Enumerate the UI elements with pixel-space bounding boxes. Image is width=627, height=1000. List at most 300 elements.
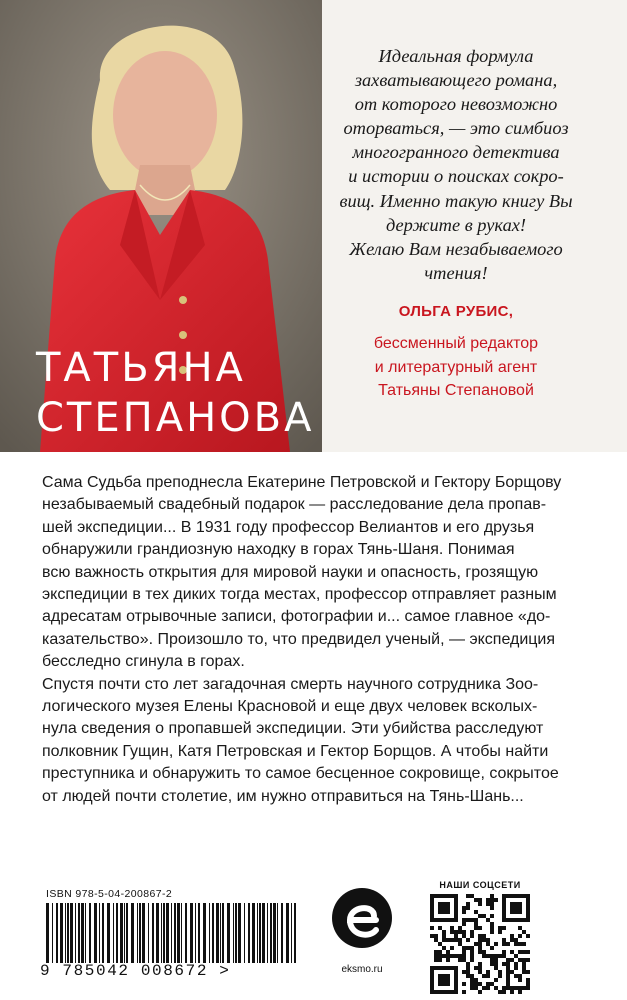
qr-module: [434, 938, 438, 942]
qr-module: [518, 990, 522, 994]
qr-module: [526, 894, 530, 898]
qr-module: [514, 942, 518, 946]
qr-module: [486, 942, 490, 946]
qr-module: [510, 970, 514, 974]
barcode-bar: [126, 903, 128, 963]
qr-module: [478, 982, 482, 986]
qr-module: [430, 982, 434, 986]
annotation-line: нула сведения о пропавшей экспедиции. Эти убийства расследуют: [42, 720, 544, 738]
qr-module: [454, 930, 458, 934]
qr-module: [446, 906, 450, 910]
barcode-bar: [75, 903, 76, 963]
qr-module: [466, 966, 470, 970]
barcode-bar: [220, 903, 221, 963]
qr-module: [458, 930, 462, 934]
qr-module: [434, 958, 438, 962]
annotation-line: бесследно сгинула в горах.: [42, 653, 245, 671]
qr-module: [522, 942, 526, 946]
qr-module: [466, 946, 470, 950]
quote-signature-name: ОЛЬГА РУБИС,: [398, 303, 514, 320]
qr-module: [442, 978, 446, 982]
qr-module: [454, 906, 458, 910]
barcode-bar: [163, 903, 165, 963]
qr-module: [446, 894, 450, 898]
qr-module: [486, 986, 490, 990]
barcode-bar: [52, 903, 53, 963]
qr-module: [458, 954, 462, 958]
qr-module: [462, 950, 466, 954]
qr-module: [438, 954, 442, 958]
qr-module: [502, 962, 506, 966]
qr-module: [510, 910, 514, 914]
qr-module: [486, 982, 490, 986]
qr-module: [458, 942, 462, 946]
qr-module: [438, 926, 442, 930]
qr-module: [502, 894, 506, 898]
barcode-bar: [174, 903, 176, 963]
barcode-bar: [142, 903, 145, 963]
qr-module: [510, 986, 514, 990]
quote-line: и истории о поисках сокро-: [348, 166, 564, 187]
qr-module: [454, 966, 458, 970]
barcode-bar: [203, 903, 206, 963]
qr-module: [514, 906, 518, 910]
qr-module: [438, 982, 442, 986]
qr-module: [506, 978, 510, 982]
qr-module: [470, 934, 474, 938]
qr-module: [478, 914, 482, 918]
qr-module: [430, 986, 434, 990]
qr-module: [490, 962, 494, 966]
qr-module: [506, 918, 510, 922]
barcode-bar: [46, 903, 49, 963]
barcode-bar: [78, 903, 80, 963]
qr-module: [454, 978, 458, 982]
qr-module: [438, 902, 442, 906]
qr-module: [442, 946, 446, 950]
qr-module: [454, 914, 458, 918]
qr-module: [438, 978, 442, 982]
qr-module: [454, 982, 458, 986]
annotation-line: казательство». Произошло то, что предвидел ученый, — экспедиция: [42, 630, 556, 648]
publisher-site: eksmo.ru: [341, 964, 383, 975]
annotation-line: Спустя почти сто лет загадочная смерть научного сотрудника Зоо-: [42, 675, 539, 693]
qr-module: [506, 962, 510, 966]
qr-module: [438, 974, 442, 978]
qr-module: [430, 978, 434, 982]
barcode-graphic: [44, 903, 302, 963]
qr-module: [522, 950, 526, 954]
qr-module: [526, 910, 530, 914]
qr-module: [470, 986, 474, 990]
barcode-bar: [235, 903, 237, 963]
barcode-bar: [190, 903, 193, 963]
qr-module: [430, 934, 434, 938]
quote-line: оторваться, — это симбиоз: [343, 118, 569, 139]
qr-module: [454, 990, 458, 994]
qr-module: [514, 938, 518, 942]
barcode-bar: [124, 903, 125, 963]
annotation-line: от людей почти столетие, им нужно отправиться на Тянь-Шань...: [42, 787, 524, 805]
qr-module: [526, 934, 530, 938]
qr-module: [470, 894, 474, 898]
qr-module: [518, 958, 522, 962]
qr-module: [430, 970, 434, 974]
annotation-line: Сама Судьба преподнесла Екатерине Петровской и Гектору Борщову: [42, 474, 562, 491]
qr-module: [462, 910, 466, 914]
qr-module: [442, 990, 446, 994]
qr-module: [486, 938, 490, 942]
qr-module: [518, 894, 522, 898]
qr-module: [454, 974, 458, 978]
barcode-bar: [131, 903, 134, 963]
qr-module: [514, 894, 518, 898]
qr-module: [506, 958, 510, 962]
qr-module: [454, 970, 458, 974]
qr-module: [526, 950, 530, 954]
barcode-bar: [148, 903, 149, 963]
qr-module: [446, 954, 450, 958]
quote-line: многогранного детектива: [352, 142, 560, 163]
annotation-line: обнаружили грандиозную находку в горах Тянь-Шаня. Понимая: [42, 541, 515, 559]
qr-module: [446, 974, 450, 978]
qr-module: [526, 982, 530, 986]
barcode-digits: 9 785042 008672 >: [40, 962, 231, 980]
qr-module: [502, 918, 506, 922]
qr-module: [518, 918, 522, 922]
qr-module: [474, 910, 478, 914]
qr-module: [458, 938, 462, 942]
qr-module: [518, 978, 522, 982]
qr-module: [470, 982, 474, 986]
signature-role-line: Татьяны Степановой: [378, 382, 534, 399]
barcode-bar: [102, 903, 104, 963]
qr-module: [510, 958, 514, 962]
qr-module: [470, 954, 474, 958]
qr-module: [502, 902, 506, 906]
qr-module: [442, 902, 446, 906]
qr-module: [514, 966, 518, 970]
qr-module: [466, 962, 470, 966]
qr-module: [450, 946, 454, 950]
barcode-bar: [139, 903, 141, 963]
qr-module: [470, 918, 474, 922]
qr-module: [446, 958, 450, 962]
qr-module: [442, 974, 446, 978]
qr-module: [518, 942, 522, 946]
qr-module: [522, 958, 526, 962]
qr-module: [518, 986, 522, 990]
qr-module: [462, 954, 466, 958]
qr-module: [466, 906, 470, 910]
qr-module: [446, 902, 450, 906]
qr-module: [506, 982, 510, 986]
qr-module: [502, 926, 506, 930]
qr-module: [462, 922, 466, 926]
qr-module: [518, 974, 522, 978]
isbn-label: ISBN 978-5-04-200867-2: [46, 888, 173, 900]
qr-module: [498, 970, 502, 974]
barcode-bar: [185, 903, 187, 963]
qr-module: [434, 894, 438, 898]
qr-module: [522, 970, 526, 974]
qr-module: [466, 918, 470, 922]
qr-module: [474, 898, 478, 902]
qr-module: [470, 978, 474, 982]
qr-module: [462, 906, 466, 910]
qr-module: [462, 918, 466, 922]
quote-line: захватывающего романа,: [354, 70, 558, 91]
qr-module: [514, 918, 518, 922]
barcode-bar: [238, 903, 241, 963]
qr-module: [510, 918, 514, 922]
qr-module: [518, 910, 522, 914]
qr-module: [482, 986, 486, 990]
qr-module: [438, 894, 442, 898]
qr-module: [478, 902, 482, 906]
barcode-bar: [65, 903, 66, 963]
qr-module: [490, 914, 494, 918]
barcode-bar: [209, 903, 210, 963]
qr-module: [438, 906, 442, 910]
qr-module: [490, 946, 494, 950]
qr-module: [450, 918, 454, 922]
qr-module: [506, 986, 510, 990]
qr-module: [526, 906, 530, 910]
barcode-bar: [270, 903, 272, 963]
annotation-line: всю важность открытия для мировой науки и опасность, грозящую: [42, 563, 539, 581]
qr-module: [478, 938, 482, 942]
qr-module: [438, 958, 442, 962]
qr-module: [482, 934, 486, 938]
barcode-bar: [286, 903, 289, 963]
qr-module: [490, 906, 494, 910]
qr-module: [486, 902, 490, 906]
qr-module: [442, 906, 446, 910]
qr-module: [462, 930, 466, 934]
qr-module: [514, 910, 518, 914]
qr-module: [430, 898, 434, 902]
qr-module: [438, 918, 442, 922]
qr-module: [478, 942, 482, 946]
qr-module: [502, 914, 506, 918]
qr-module: [478, 950, 482, 954]
qr-module: [482, 914, 486, 918]
annotation-line: адресатам отрывочные записи, фотографии и... самое главное «до-: [42, 608, 551, 626]
qr-module: [506, 942, 510, 946]
qr-module: [502, 910, 506, 914]
qr-code-icon: [430, 894, 530, 994]
qr-module: [522, 966, 526, 970]
qr-module: [434, 934, 438, 938]
barcode-bar: [248, 903, 250, 963]
barcode-bar: [273, 903, 276, 963]
qr-module: [434, 990, 438, 994]
qr-module: [490, 894, 494, 898]
qr-module: [526, 958, 530, 962]
qr-module: [526, 898, 530, 902]
qr-module: [518, 906, 522, 910]
qr-module: [454, 894, 458, 898]
qr-module: [514, 902, 518, 906]
qr-module: [490, 898, 494, 902]
qr-module: [474, 926, 478, 930]
barcode-bar: [56, 903, 58, 963]
qr-module: [442, 982, 446, 986]
barcode-bar: [222, 903, 224, 963]
barcode-bar: [171, 903, 172, 963]
qr-module: [498, 930, 502, 934]
qr-module: [474, 966, 478, 970]
qr-module: [442, 954, 446, 958]
publisher-logo-block: [328, 880, 396, 990]
qr-module: [526, 918, 530, 922]
qr-module: [438, 950, 442, 954]
qr-module: [430, 926, 434, 930]
qr-module: [442, 894, 446, 898]
quote-line: от которого невозможно: [354, 94, 558, 115]
qr-module: [506, 974, 510, 978]
qr-module: [482, 938, 486, 942]
qr-module: [494, 954, 498, 958]
barcode-bar: [137, 903, 138, 963]
qr-module: [438, 966, 442, 970]
quote-line: держите в руках!: [385, 214, 527, 235]
qr-module: [454, 954, 458, 958]
qr-module: [522, 962, 526, 966]
qr-module: [462, 958, 466, 962]
qr-module: [494, 958, 498, 962]
qr-module: [518, 926, 522, 930]
qr-module: [490, 930, 494, 934]
barcode-bar: [195, 903, 196, 963]
qr-module: [490, 926, 494, 930]
qr-module: [514, 974, 518, 978]
qr-module: [454, 918, 458, 922]
eksmo-logo-icon: [328, 880, 396, 960]
quote-line: чтения!: [424, 262, 488, 283]
qr-module: [474, 922, 478, 926]
qr-module: [486, 898, 490, 902]
barcode-bar: [233, 903, 234, 963]
barcode-bar: [259, 903, 261, 963]
qr-module: [502, 990, 506, 994]
barcode-bar: [156, 903, 159, 963]
qr-module: [470, 946, 474, 950]
qr-module: [442, 930, 446, 934]
qr-module: [446, 966, 450, 970]
qr-module: [514, 954, 518, 958]
qr-module: [478, 934, 482, 938]
qr-module: [462, 990, 466, 994]
barcode-bar: [281, 903, 283, 963]
barcode-bar: [198, 903, 200, 963]
annotation-line: экспедиции в тех диких тогда местах, профессор отправляет разным: [42, 586, 557, 604]
qr-module: [466, 970, 470, 974]
barcode-bar: [166, 903, 169, 963]
qr-module: [502, 954, 506, 958]
editor-quote: [300, 44, 612, 285]
qr-module: [478, 898, 482, 902]
barcode-bar: [107, 903, 110, 963]
qr-module: [478, 990, 482, 994]
qr-module: [450, 930, 454, 934]
qr-module: [450, 966, 454, 970]
quote-signature-role: [300, 332, 612, 403]
barcode-bar: [152, 903, 154, 963]
qr-module: [490, 922, 494, 926]
barcode-bar: [89, 903, 91, 963]
qr-module: [458, 958, 462, 962]
qr-module: [446, 918, 450, 922]
qr-module: [466, 894, 470, 898]
qr-module: [482, 954, 486, 958]
qr-module: [502, 950, 506, 954]
qr-module: [450, 954, 454, 958]
barcode-bar: [181, 903, 182, 963]
qr-module: [494, 978, 498, 982]
qr-module: [510, 938, 514, 942]
qr-module: [514, 986, 518, 990]
qr-module: [494, 966, 498, 970]
qr-module: [490, 902, 494, 906]
qr-module: [462, 946, 466, 950]
qr-module: [470, 958, 474, 962]
qr-module: [490, 982, 494, 986]
barcode-bar: [161, 903, 162, 963]
qr-module: [502, 898, 506, 902]
barcode-bar: [257, 903, 258, 963]
qr-module: [490, 954, 494, 958]
qr-module: [430, 974, 434, 978]
qr-module: [430, 966, 434, 970]
qr-module: [446, 950, 450, 954]
qr-module: [466, 974, 470, 978]
qr-module: [486, 918, 490, 922]
qr-module: [430, 990, 434, 994]
qr-module: [438, 990, 442, 994]
qr-module: [462, 982, 466, 986]
qr-module: [478, 966, 482, 970]
qr-module: [454, 910, 458, 914]
qr-module: [478, 970, 482, 974]
qr-module: [510, 950, 514, 954]
qr-module: [442, 934, 446, 938]
barcode-bar: [81, 903, 84, 963]
qr-module: [454, 934, 458, 938]
qr-module: [486, 954, 490, 958]
qr-module: [502, 942, 506, 946]
qr-module: [506, 894, 510, 898]
book-annotation: [42, 472, 602, 808]
qr-module: [434, 950, 438, 954]
author-first-name: ТАТЬЯНА: [36, 345, 246, 391]
qr-module: [442, 966, 446, 970]
qr-module: [522, 930, 526, 934]
qr-module: [486, 970, 490, 974]
qr-module: [446, 982, 450, 986]
qr-module: [498, 990, 502, 994]
barcode-bar: [177, 903, 180, 963]
qr-module: [498, 974, 502, 978]
qr-module: [470, 930, 474, 934]
qr-module: [526, 970, 530, 974]
quote-line: Желаю Вам незабываемого: [349, 238, 563, 259]
qr-module: [474, 978, 478, 982]
qr-module: [478, 926, 482, 930]
barcode-bar: [267, 903, 268, 963]
annotation-line: преступника и обнаружить то самое бесценное сокровище, сокрытое: [42, 765, 559, 783]
